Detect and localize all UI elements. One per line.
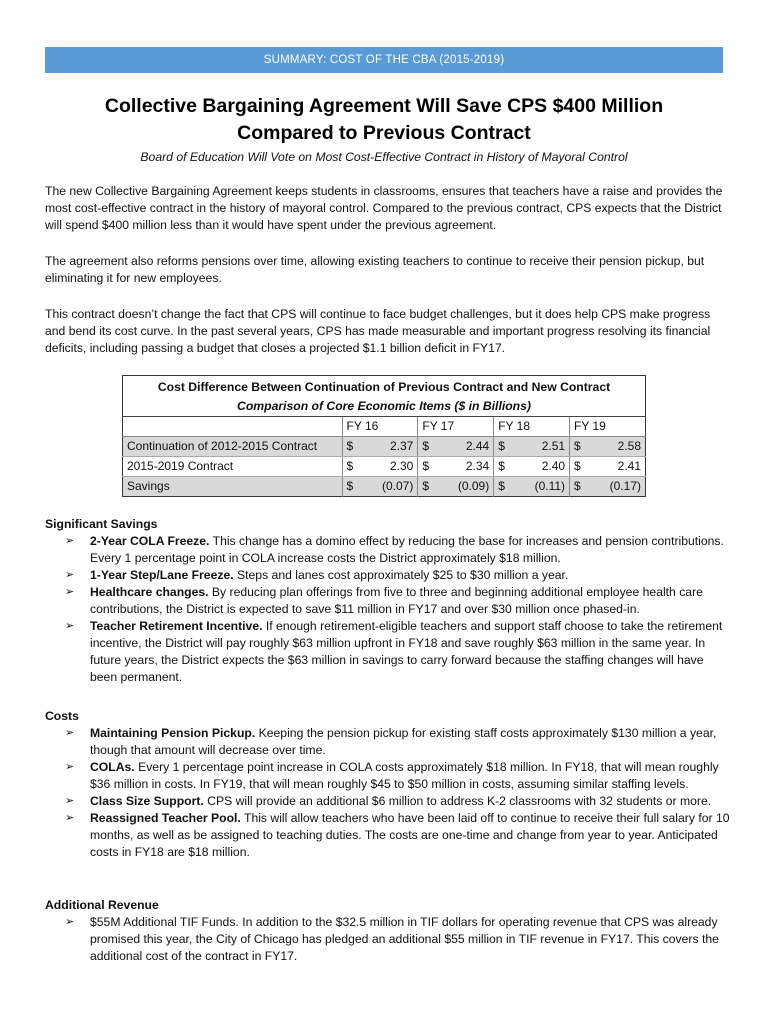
table-row — [123, 457, 646, 477]
item-text: CPS will provide an additional $6 million to address K-2 classrooms with 32 students or more. — [203, 794, 712, 808]
table-cell: (0.17) — [592, 477, 645, 497]
item-title: Maintaining Pension Pickup. — [90, 726, 256, 740]
item-text: $55M Additional TIF Funds. In addition to the $32.5 million in TIF dollars for operating revenue that CPS was already promised this year, the City of Chicago has pledged an additional $55 million in TIF revenue in FY17. This covers the additional cost of the contract in FY17. — [90, 915, 719, 963]
item-text: Every 1 percentage point increase in COLA costs approximately $18 million. In FY18, that will mean roughly $36 million in costs. In FY19, that will mean roughly $45 to $50 million in costs, assuming similar staffing levels. — [90, 760, 719, 791]
budget-paragraph: This contract doesn’t change the fact that CPS will continue to face budget challenges, but it does help CPS make progress and bend its cost curve. In the past several years, CPS has made measurable and important progress resolving its financial deficits, including passing a budget that closes a projected $1.1 billion deficit in FY17. — [45, 307, 711, 355]
list-item — [45, 584, 730, 618]
arrow-bullet-icon: ➢ — [65, 586, 75, 598]
list-item — [45, 810, 730, 861]
list-item — [45, 793, 730, 810]
list-item — [45, 725, 730, 759]
table-cell: 2.51 — [516, 437, 569, 457]
arrow-bullet-icon: ➢ — [65, 812, 75, 824]
section-heading-revenue: Additional Revenue — [45, 898, 159, 912]
table-cell: 2.41 — [592, 457, 645, 477]
row-label: Continuation of 2012-2015 Contract — [123, 437, 343, 457]
table-cell: 2.37 — [365, 437, 418, 457]
arrow-bullet-icon: ➢ — [65, 727, 75, 739]
page-subtitle: Board of Education Will Vote on Most Cost-Effective Contract in History of Mayoral Control — [140, 150, 628, 164]
currency-symbol: $ — [342, 437, 365, 457]
item-text: If enough retirement-eligible teachers and support staff choose to take the retirement incentive, the District will pay roughly $63 million upfront in FY18 and save roughly $63 million in the same year. In future years, the District expects the $63 million in savings to carry forward because the staffing changes will have been permanent. — [90, 619, 723, 684]
revenue-list — [45, 914, 730, 965]
currency-symbol: $ — [494, 457, 517, 477]
table-header-fy19: FY 19 — [570, 417, 646, 437]
table-row — [123, 437, 646, 457]
table-cell: (0.11) — [516, 477, 569, 497]
intro-paragraph: The new Collective Bargaining Agreement keeps students in classrooms, ensures that teachers have a raise and provides the most cost-effective contract in the history of mayoral control. Compared to the previous contract, CPS expects that the District will spend $400 million less than it would have spent under the previous agreement. — [45, 184, 723, 232]
currency-symbol: $ — [418, 437, 441, 457]
table-cell: (0.07) — [365, 477, 418, 497]
arrow-bullet-icon: ➢ — [65, 535, 75, 547]
item-title: COLAs. — [90, 760, 135, 774]
item-text: This change has a domino effect by reducing the base for increases and pension contributions. Every 1 percentage point in COLA increase costs the District approximately $18 million. — [90, 534, 724, 565]
table-cell: 2.44 — [441, 437, 494, 457]
pension-paragraph: The agreement also reforms pensions over time, allowing existing teachers to continue to receive their pension pickup, but eliminating it for new employees. — [45, 254, 705, 285]
row-label: 2015-2019 Contract — [123, 457, 343, 477]
currency-symbol: $ — [570, 457, 593, 477]
item-title: Teacher Retirement Incentive. — [90, 619, 263, 633]
item-text: Steps and lanes cost approximately $25 to $30 million a year. — [233, 568, 569, 582]
row-label: Savings — [123, 477, 343, 497]
summary-banner: SUMMARY: COST OF THE CBA (2015-2019) — [45, 47, 723, 73]
table-cell: 2.58 — [592, 437, 645, 457]
currency-symbol: $ — [570, 437, 593, 457]
title-line-1: Collective Bargaining Agreement Will Save CPS $400 Million — [104, 95, 664, 117]
table-cell: 2.34 — [441, 457, 494, 477]
table-header-fy17: FY 17 — [418, 417, 494, 437]
list-item — [45, 914, 730, 965]
list-item — [45, 618, 730, 686]
costs-list — [45, 725, 730, 861]
item-text: Keeping the pension pickup for existing staff costs approximately $130 million a year, though that amount will decrease over time. — [90, 726, 717, 757]
list-item — [45, 759, 730, 793]
table-header-fy16: FY 16 — [342, 417, 418, 437]
section-heading-savings: Significant Savings — [45, 517, 158, 531]
currency-symbol: $ — [418, 457, 441, 477]
list-item — [45, 533, 730, 567]
title-line-2: Compared to Previous Contract — [237, 122, 531, 144]
arrow-bullet-icon: ➢ — [65, 569, 75, 581]
arrow-bullet-icon: ➢ — [65, 620, 75, 632]
table-cell: 2.30 — [365, 457, 418, 477]
currency-symbol: $ — [342, 477, 365, 497]
table-header-fy18: FY 18 — [494, 417, 570, 437]
item-title: Reassigned Teacher Pool. — [90, 811, 241, 825]
currency-symbol: $ — [494, 437, 517, 457]
currency-symbol: $ — [494, 477, 517, 497]
item-title: Class Size Support. — [90, 794, 204, 808]
section-heading-costs: Costs — [45, 709, 79, 723]
arrow-bullet-icon: ➢ — [65, 795, 75, 807]
table-title: Cost Difference Between Continuation of Previous Contract and New Contract — [157, 380, 611, 394]
item-title: Healthcare changes. — [90, 585, 209, 599]
arrow-bullet-icon: ➢ — [65, 761, 75, 773]
currency-symbol: $ — [570, 477, 593, 497]
item-title: 1-Year Step/Lane Freeze. — [90, 568, 234, 582]
list-item — [45, 567, 730, 584]
arrow-bullet-icon: ➢ — [65, 916, 75, 928]
item-title: 2-Year COLA Freeze. — [90, 534, 210, 548]
currency-symbol: $ — [342, 457, 365, 477]
table-header-blank — [123, 417, 343, 437]
table-cell: 2.40 — [516, 457, 569, 477]
table-subtitle: Comparison of Core Economic Items ($ in Billions) — [123, 397, 646, 417]
table-header-row — [123, 417, 646, 437]
currency-symbol: $ — [418, 477, 441, 497]
item-text: By reducing plan offerings from five to three and beginning additional employee health care contributions, the District is expected to save $11 million in FY17 and over $30 million once phased-in. — [90, 585, 703, 616]
table-cell: (0.09) — [441, 477, 494, 497]
page-title — [45, 93, 723, 147]
item-text: This will allow teachers who have been laid off to continue to receive their full salary for 10 months, as well as be assigned to teaching duties. The costs are one-time and change from year to year. Anticipated costs in FY18 are $18 million. — [90, 811, 730, 859]
cost-difference-table — [122, 375, 646, 497]
table-row-savings — [123, 477, 646, 497]
savings-list — [45, 533, 730, 686]
